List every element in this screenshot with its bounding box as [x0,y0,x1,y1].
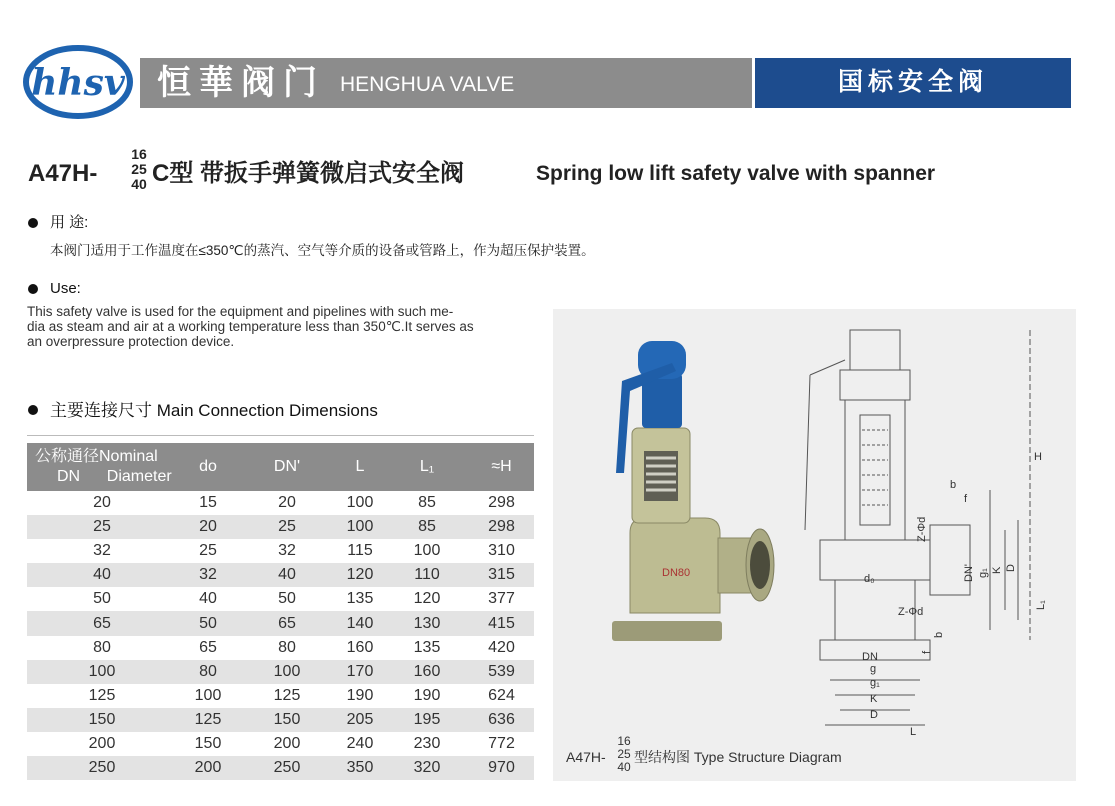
table-row [27,491,534,515]
table-row [27,708,534,732]
table-cell: 100 [27,660,177,684]
table-cell: 415 [469,611,534,635]
table-cell: 190 [413,686,441,704]
dim-label: DN [862,651,878,663]
dim-label: Z-Φd [898,606,924,618]
table-row [27,563,534,587]
dim-label: d₀ [864,573,875,585]
diagram-caption-pressures [614,735,634,774]
col-header-dn-line1: 公称通径Nominal [35,448,158,465]
col-header-dn [27,443,177,491]
bullet-usage-cn [28,218,38,228]
table-cell: 50 [177,611,239,635]
bullet-dimensions [28,405,38,415]
usage-en-line: dia as steam and air at a working temperature less than 350℃.It serves as [27,319,474,334]
table-cell: 20 [177,515,239,539]
table-cell: 100 [335,515,385,539]
table-cell: 150 [27,708,177,732]
table-cell: 772 [488,734,515,752]
pressure-40: 40 [131,176,147,192]
dim-label: g₁ [870,677,880,689]
table-cell: 320 [385,756,469,780]
table-cell: 115 [347,542,373,560]
table-cell: 298 [488,494,515,512]
table-cell: 100 [346,494,374,512]
product-title-cn: C型 带扳手弹簧微启式安全阀 [152,160,464,187]
table-cell: 100 [239,660,335,684]
valve-plate-text: DN80 [662,567,691,579]
table-cell: 110 [385,563,469,587]
table-row [27,539,534,563]
table-cell: 40 [27,563,177,587]
table-cell: 50 [278,590,296,608]
table-cell: 40 [239,563,335,587]
table-row [27,587,534,611]
table-cell: 539 [469,660,534,684]
usage-en-label: Use: [50,280,81,297]
table-cell: 100 [194,686,222,704]
dim-label: D [870,709,878,721]
table-cell: 40 [199,590,217,608]
table-cell: 205 [335,708,385,732]
table-cell: 125 [273,686,301,704]
dim-label: H [1034,451,1042,463]
table-cell: 20 [278,494,296,512]
table-cell: 32 [278,542,296,560]
dim-label: f [964,493,968,505]
table-row [27,660,534,684]
table-cell: 32 [93,542,111,560]
table-cell: 25 [239,515,335,539]
product-title-en: Spring low lift safety valve with spanner [536,162,936,185]
table-row [27,515,534,539]
table-cell: 65 [199,638,217,656]
divider [27,435,534,436]
dim-label: f [921,650,933,654]
table-cell: 120 [413,590,441,608]
bullet-usage-en [28,284,38,294]
diagram-caption-model: A47H- [566,749,606,765]
pressure-stack [128,147,150,192]
table-cell: 195 [385,708,469,732]
structure-drawing [790,320,1070,740]
dim-label: b [933,631,945,638]
table-cell: 250 [239,756,335,780]
table-cell: 50 [93,590,111,608]
dim-label: D [1005,564,1017,572]
valve-photo [600,333,780,663]
header-badge: 国标安全阀 [838,67,989,96]
table-cell: 125 [88,686,116,704]
dim-label: K [991,566,1003,574]
table-cell: 160 [385,660,469,684]
table-cell: 15 [199,494,217,512]
table-cell: 125 [177,708,239,732]
pressure-16: 16 [131,146,147,162]
dimensions-heading: 主要连接尺寸 Main Connection Dimensions [50,401,378,420]
table-cell: 315 [469,563,534,587]
table-cell: 65 [239,611,335,635]
table-row [27,732,534,756]
dim-label: Z-Φd [916,516,928,542]
brand-cn: 恒華阀门 [157,63,325,103]
table-cell: 200 [177,756,239,780]
col-header-l: L [335,443,385,491]
table-cell: 130 [385,611,469,635]
table-cell: 377 [488,590,515,608]
table-cell: 624 [488,686,515,704]
table-cell: 200 [273,734,301,752]
table-cell: 970 [469,756,534,780]
col-header-h: ≈H [469,443,534,491]
table-cell: 190 [346,686,374,704]
model-prefix: A47H- [28,160,98,187]
table-cell: 65 [27,611,177,635]
table-row [27,636,534,660]
table-cell: 150 [194,734,222,752]
table-row [27,684,534,708]
table-cell: 85 [385,515,469,539]
table-cell: 230 [413,734,441,752]
table-cell: 420 [488,638,515,656]
dim-label: L₁ [1035,600,1047,610]
table-cell: 250 [27,756,177,780]
table-cell: 135 [346,590,374,608]
dim-label: K [870,693,878,705]
table-cell: 32 [177,563,239,587]
dim-label: g [870,663,877,675]
usage-en-text [27,304,532,349]
table-row [27,611,534,635]
dim-label: g₁ [977,568,989,578]
table-cell: 636 [469,708,534,732]
table-cell: 140 [335,611,385,635]
usage-cn-label: 用 途: [50,214,89,231]
usage-cn-text: 本阀门适用于工作温度在≤350℃的蒸汽、空气等介质的设备或管路上，作为超压保护装置。 [50,243,595,258]
hhsv-logo [22,42,134,122]
table-cell: 200 [88,734,116,752]
table-cell: 298 [469,515,534,539]
table-cell: 310 [488,542,515,560]
table-cell: 20 [93,494,111,512]
table-cell: 25 [27,515,177,539]
table-cell: 135 [413,638,441,656]
logo-text: hhsv [31,62,125,104]
usage-en-line: an overpressure protection device. [27,334,235,349]
table-cell: 170 [335,660,385,684]
col-header-dn-line2: DN Diameter [57,468,172,485]
table-row [27,756,534,780]
col-header-dn-prime: DN' [239,443,335,491]
table-cell: 80 [93,638,111,656]
diagram-caption: 型结构图 Type Structure Diagram [634,749,842,765]
caption-pressure-16: 16 [617,734,631,748]
table-cell: 80 [278,638,296,656]
brand-en: HENGHUA VALVE [340,73,515,96]
table-cell: 240 [346,734,374,752]
caption-pressure-40: 40 [617,760,631,774]
table-cell: 350 [335,756,385,780]
usage-en-line: This safety valve is used for the equipment and pipelines with such me- [27,304,454,319]
table-cell: 25 [199,542,217,560]
col-header-do: do [177,443,239,491]
dimensions-table [27,443,534,780]
table-cell: 80 [177,660,239,684]
pressure-25: 25 [131,161,147,177]
dim-label: L [910,726,917,738]
caption-pressure-25: 25 [617,747,631,761]
table-cell: 150 [239,708,335,732]
col-header-l1: L₁ [385,443,469,491]
table-cell: 100 [413,542,441,560]
table-header-row [27,443,534,491]
table-cell: 85 [418,494,436,512]
table-cell: 120 [335,563,385,587]
table-cell: 160 [346,638,374,656]
dim-label: b [950,479,957,491]
dim-label: DN' [963,564,975,582]
